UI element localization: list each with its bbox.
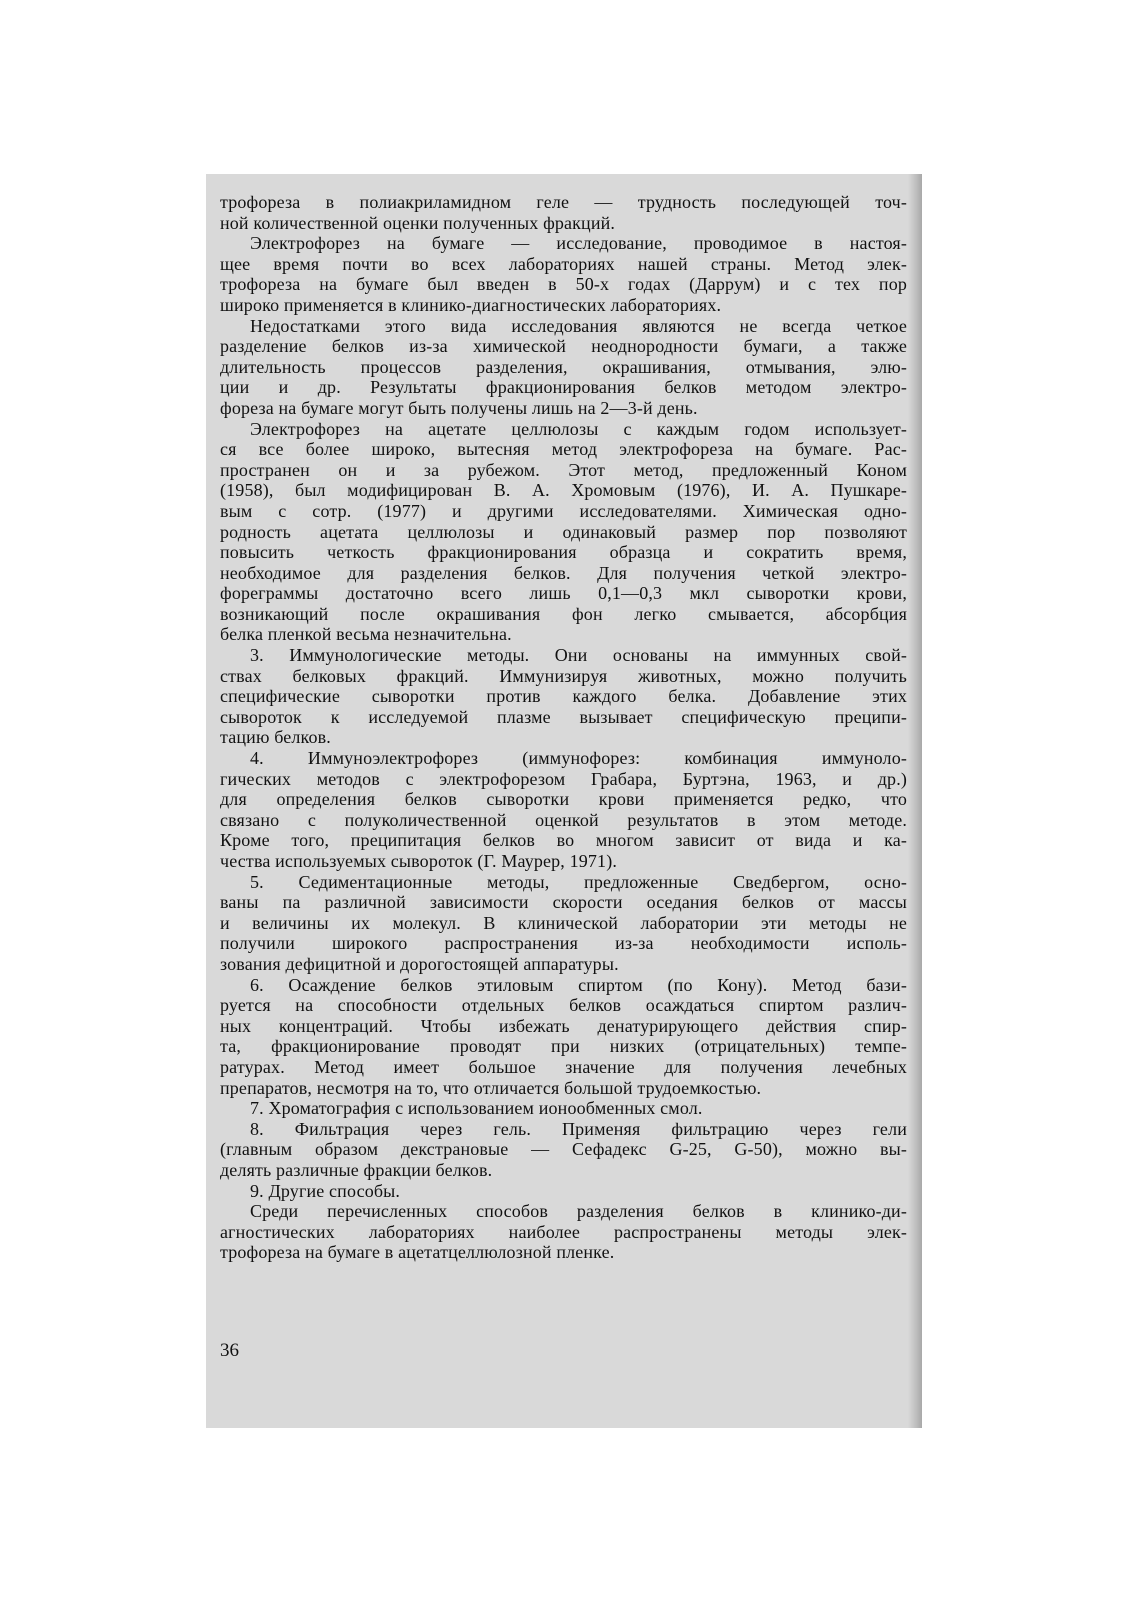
text-line: трофореза на бумаге в ацетатцеллюлозной пленке. — [220, 1242, 615, 1263]
text-line: ной количественной оценки полученных фракций. — [220, 212, 616, 233]
text-line: (главным образом декстрановые — Сефадекс G-25, G-50), можно вы- — [220, 1139, 907, 1160]
text-line: 3. Иммунологические методы. Они основаны на иммунных свой- — [250, 645, 907, 666]
text-line: разделение белков из-за химической неоднородности бумаги, а также — [220, 336, 907, 357]
text-line: тацию белков. — [220, 727, 331, 748]
text-line: вым с сотр. (1977) и другими исследователями. Химическая одно- — [220, 500, 907, 521]
text-line: ратурах. Метод имеет большое значение для получения лечебных — [220, 1056, 907, 1077]
text-line: щее время почти во всех лабораториях нашей страны. Метод элек- — [220, 253, 907, 274]
text-line: 6. Осаждение белков этиловым спиртом (по Кону). Метод бази- — [250, 974, 907, 995]
text-line: 4. Иммуноэлектрофорез (иммунофорез: комбинация иммуноло- — [250, 748, 907, 769]
text-line: длительность процессов разделения, окрашивания, отмывания, элю- — [220, 356, 907, 377]
text-line: руется на способности отдельных белков осаждаться спиртом различ- — [220, 995, 907, 1016]
text-line: Кроме того, преципитация белков во многом зависит от вида и ка- — [220, 830, 907, 851]
text-line: получили широкого распространения из-за необходимости исполь- — [220, 933, 907, 954]
text-line: фореза на бумаге могут быть получены лишь на 2—3-й день. — [220, 397, 698, 418]
page-number: 36 — [220, 1340, 239, 1361]
body-text — [220, 192, 907, 1263]
text-line: та, фракционирование проводят при низких (отрицательных) темпе- — [220, 1036, 907, 1057]
text-line: повысить четкость фракционирования образца и сократить время, — [220, 542, 907, 563]
page-edge-shadow — [908, 174, 922, 1428]
text-line: агностических лабораториях наиболее распространены методы элек- — [220, 1221, 907, 1242]
text-line: связано с полуколичественной оценкой результатов в этом методе. — [220, 809, 907, 830]
text-line: ся все более широко, вытесняя метод электрофореза на бумаге. Рас- — [220, 439, 907, 460]
text-line: Электрофорез на бумаге — исследование, проводимое в настоя- — [250, 233, 907, 254]
text-line: зования дефицитной и дорогостоящей аппаратуры. — [220, 953, 619, 974]
text-line: препаратов, несмотря на то, что отличается большой трудоемкостью. — [220, 1077, 762, 1098]
text-line: специфические сыворотки против каждого белка. Добавление этих — [220, 686, 907, 707]
text-line: Электрофорез на ацетате целлюлозы с каждым годом использует- — [250, 418, 907, 439]
text-line: гических методов с электрофорезом Грабара, Буртэна, 1963, и др.) — [220, 768, 907, 789]
text-line: 7. Хроматография с использованием ионообменных смол. — [250, 1098, 703, 1119]
text-line: трофореза на бумаге был введен в 50-х годах (Даррум) и с тех пор — [220, 274, 907, 295]
text-line: фореграммы достаточно всего лишь 0,1—0,3 мкл сыворотки крови, — [220, 583, 907, 604]
text-line: трофореза в полиакриламидном геле — трудность последующей точ- — [220, 192, 907, 212]
text-line: возникающий после окрашивания фон легко смывается, абсорбция — [220, 603, 907, 624]
text-line: белка пленкой весьма незначительна. — [220, 624, 512, 645]
text-line: ствах белковых фракций. Иммунизируя животных, можно получить — [220, 665, 907, 686]
text-line: пространен он и за рубежом. Этот метод, предложенный Коном — [220, 459, 907, 480]
text-line: ваны па различной зависимости скорости оседания белков от массы — [220, 892, 907, 913]
text-line: Недостатками этого вида исследования являются не всегда четкое — [250, 315, 907, 336]
text-line: 8. Фильтрация через гель. Применяя фильтрацию через гели — [250, 1118, 907, 1139]
text-line: сывороток к исследуемой плазме вызывает специфическую преципи- — [220, 706, 907, 727]
text-line: делять различные фракции белков. — [220, 1159, 493, 1180]
text-line: чества используемых сывороток (Г. Маурер, 1971). — [220, 851, 618, 871]
text-line: родность ацетата целлюлозы и одинаковый размер пор позволяют — [220, 521, 907, 542]
text-line: 5. Седиментационные методы, предложенные Сведбергом, осно- — [250, 871, 907, 892]
text-line: (1958), был модифицирован В. А. Хромовым (1976), И. А. Пушкаре- — [220, 480, 907, 501]
text-line: 9. Другие способы. — [250, 1180, 401, 1201]
text-line: ции и др. Результаты фракционирования белков методом электро- — [220, 377, 907, 398]
book-page — [206, 174, 922, 1428]
text-line: и величины их молекул. В клинической лаборатории эти методы не — [220, 912, 907, 933]
text-line: Среди перечисленных способов разделения белков в клинико-ди- — [250, 1201, 907, 1222]
text-line: для определения белков сыворотки крови применяется редко, что — [220, 789, 907, 810]
text-line: широко применяется в клинико-диагностических лабораториях. — [220, 294, 722, 315]
text-line: ных концентраций. Чтобы избежать денатурирующего действия спир- — [220, 1015, 907, 1036]
text-line: необходимое для разделения белков. Для получения четкой электро- — [220, 562, 907, 583]
